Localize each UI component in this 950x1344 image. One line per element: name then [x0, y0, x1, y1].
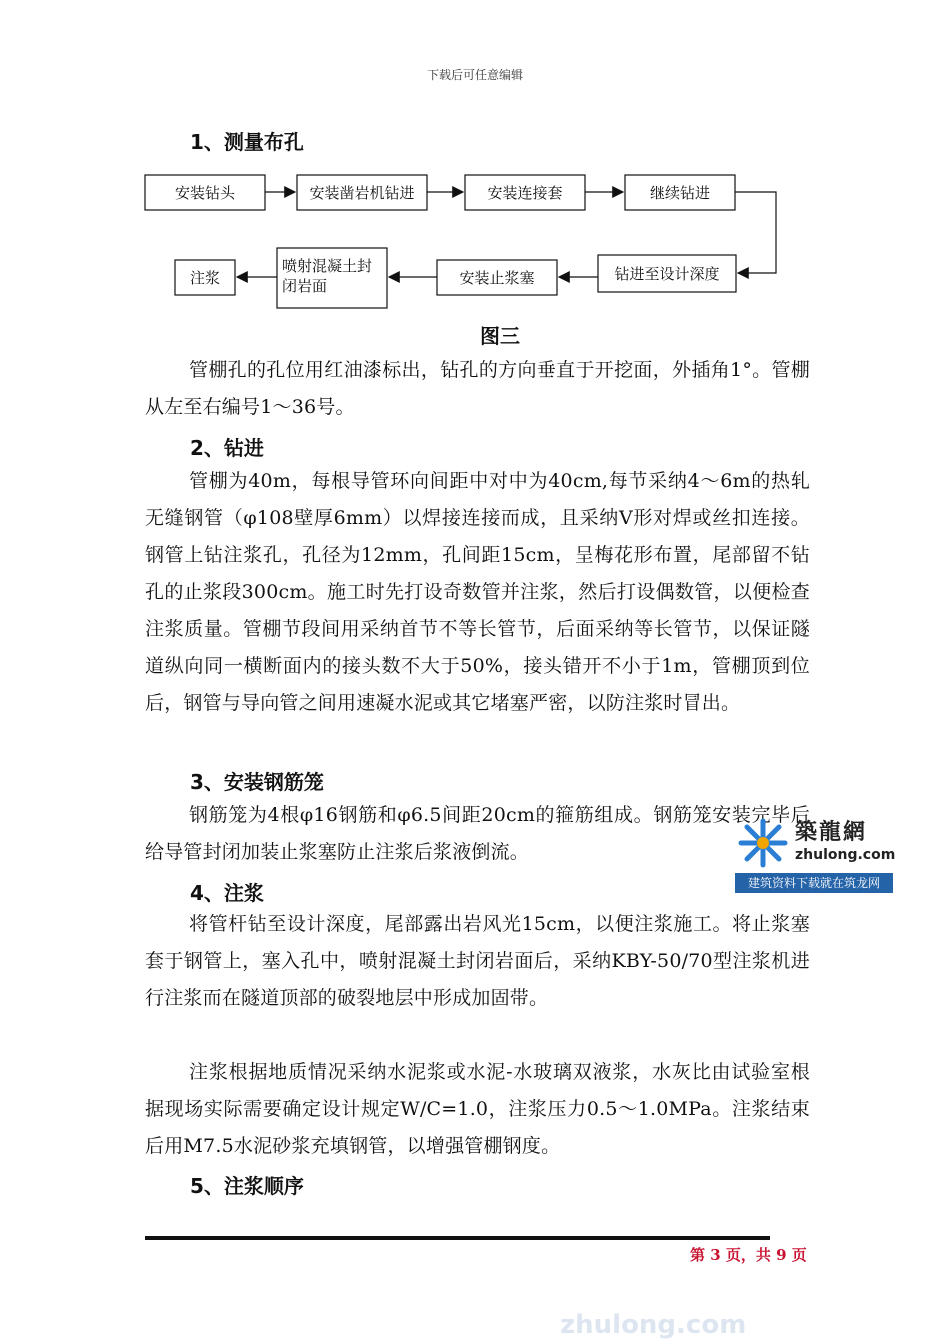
logo-slogan: 建筑资料下载就在筑龙网: [735, 873, 893, 893]
flow-box-install-bit: [145, 175, 265, 210]
footer-divider: [145, 1236, 770, 1240]
page-number: 第 3 页，共 9 页: [690, 1246, 807, 1264]
section-title-1: 1、测量布孔: [190, 130, 304, 154]
flow-box-install-sleeve: [465, 175, 585, 210]
header-note: 下载后可任意编辑: [426, 68, 523, 82]
svg-text:喷射混凝土封: 喷射混凝土封: [282, 257, 373, 275]
paragraph-grout-mix: 注浆根据地质情况采纳水泥浆或水泥-水玻璃双液浆，水灰比由试验室根据现场实际需要确定设计规定W/C=1.0，注浆压力0.5～1.0MPa。注浆结束后用M7.5水泥砂浆充填钢管，以增强管棚钢度。: [145, 1061, 810, 1157]
section-title-4: 4、注浆: [190, 881, 264, 905]
flow-box-grouting: [175, 260, 235, 295]
svg-text:安装连接套: 安装连接套: [487, 184, 563, 202]
section-title-3: 3、安装钢筋笼: [190, 770, 324, 794]
logo-english-text: zhulong.com: [795, 847, 896, 863]
flow-box-continue-drill: [625, 175, 735, 210]
paragraph-drilling: 管棚为40m，每根导管环向间距中对中为40cm,每节采纳4～6m的热轧无缝钢管（φ108壁厚6mm）以焊接连接而成，且采纳V形对焊或丝扣连接。钢管上钻注浆孔，孔径为12mm，孔间距15cm，呈梅花形布置，尾部留不钻孔的止浆段300cm。施工时先打设奇数管并注浆，然后打设偶数管，以便检查注浆质量。管棚节段间用采纳首节不等长管节，后面采纳等长管节，以保证隧道纵向同一横断面内的接头数不大于50%，接头错开不小于1m，管棚顶到位后，钢管与导向管之间用速凝水泥或其它堵塞严密，以防注浆时冒出。: [145, 470, 810, 714]
flow-box-drill-to-depth: [598, 255, 736, 292]
paragraph-hole-layout: 管棚孔的孔位用红油漆标出，钻孔的方向垂直于开挖面，外插角1°。管棚从左至右编号1～36号。: [145, 359, 810, 418]
flow-box-spray-concrete: [277, 248, 387, 308]
zhulong-logo: [735, 815, 895, 895]
svg-text:继续钻进: 继续钻进: [649, 184, 711, 202]
svg-text:安装凿岩机钻进: 安装凿岩机钻进: [309, 184, 415, 202]
process-flowchart: [0, 0, 950, 320]
figure-caption: 图三: [480, 324, 520, 348]
svg-text:注浆: 注浆: [189, 269, 221, 287]
section-title-5: 5、注浆顺序: [190, 1174, 304, 1198]
watermark-text: zhulong.com: [560, 1310, 747, 1340]
flow-box-install-drill: [297, 175, 427, 210]
svg-text:安装止浆塞: 安装止浆塞: [459, 269, 535, 287]
snowflake-logo-icon: [735, 815, 791, 871]
svg-text:闭岩面: 闭岩面: [282, 277, 328, 295]
paragraph-rebar-cage: 钢筋笼为4根φ16钢筋和φ6.5间距20cm的箍筋组成。钢筋笼安装完毕后给导管封闭加装止浆塞防止注浆后浆液倒流。: [145, 804, 810, 863]
section-title-2: 2、钻进: [190, 436, 264, 460]
svg-text:钻进至设计深度: 钻进至设计深度: [614, 265, 720, 283]
svg-text:安装钻头: 安装钻头: [174, 184, 236, 202]
logo-chinese-text: 築龍網: [795, 820, 868, 845]
paragraph-grouting: 将管杆钻至设计深度，尾部露出岩风光15cm，以便注浆施工。将止浆塞套于钢管上，塞入孔中，喷射混凝土封闭岩面后，采纳KBY-50/70型注浆机进行注浆而在隧道顶部的破裂地层中形成加固带。: [145, 913, 810, 1009]
flow-box-install-plug: [437, 260, 557, 295]
